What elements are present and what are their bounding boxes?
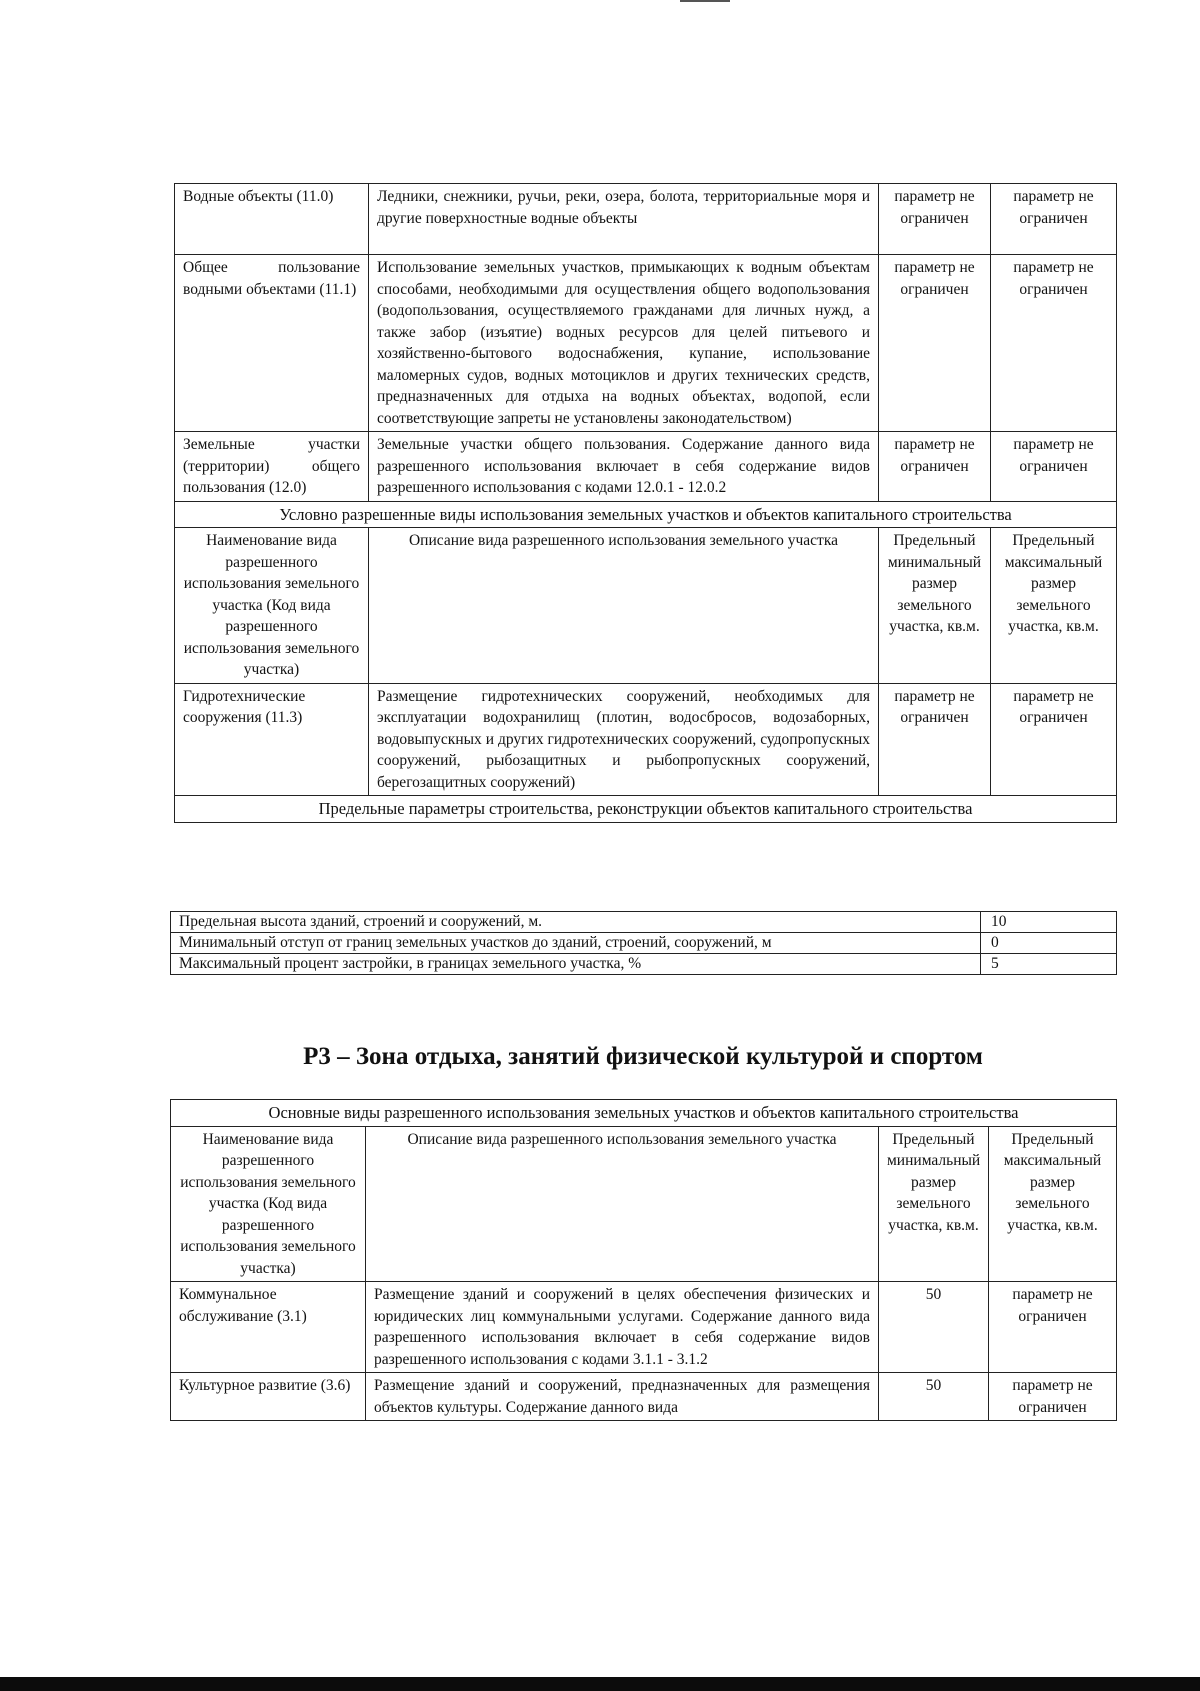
limit-row xyxy=(171,933,1117,954)
min-size: параметр не ограничен xyxy=(879,184,991,255)
use-description: Размещение зданий и сооружений в целях обеспечения физических и юридических лиц коммунальными услугами. Содержание данного вида разрешенного использования включает в себя содержание видов разрешенного использования с кодами 3.1.1 - 3.1.2 xyxy=(366,1282,879,1373)
section-row xyxy=(175,796,1117,823)
use-description: Размещение зданий и сооружений, предназначенных для размещения объектов культуры. Содержание данного вида xyxy=(366,1373,879,1421)
max-size: параметр не ограничен xyxy=(991,184,1117,255)
section-row xyxy=(175,501,1117,528)
max-size: параметр не ограничен xyxy=(991,683,1117,796)
zone-title: Р3 – Зона отдыха, занятий физической культурой и спортом xyxy=(303,1043,983,1070)
use-description: Использование земельных участков, примыкающих к водным объектам способами, необходимыми для осуществления общего водопользования (водопользования, осуществляемого гражданами для личных нужд, а также забор (изъятие) водных ресурсов для целей питьевого и хозяйственно-бытового водоснабжения, купание, использование маломерных судов, водных мотоциклов и других технических средств, предназначенных для отдыха на водных объектах, водопой, если соответствующие запреты не установлены законодательством) xyxy=(369,255,879,432)
limit-label: Максимальный процент застройки, в границах земельного участка, % xyxy=(171,954,981,975)
header-name: Наименование вида разрешенного использования земельного участка (Код вида разрешенного использования земельного участка) xyxy=(171,1126,366,1282)
use-name: Водные объекты (11.0) xyxy=(175,184,369,255)
permitted-use-table xyxy=(174,183,1117,823)
table-row xyxy=(175,683,1117,796)
header-min-size: Предельный минимальный размер земельного участка, кв.м. xyxy=(879,1126,989,1282)
min-size: параметр не ограничен xyxy=(879,255,991,432)
header-row xyxy=(175,528,1117,684)
limit-value: 5 xyxy=(981,954,1117,975)
main-uses-title: Основные виды разрешенного использования земельных участков и объектов капитального строительства xyxy=(171,1100,1117,1127)
limit-label: Предельная высота зданий, строений и сооружений, м. xyxy=(171,912,981,933)
limit-label: Минимальный отступ от границ земельных участков до зданий, строений, сооружений, м xyxy=(171,933,981,954)
use-name: Общее пользование водными объектами (11.1) xyxy=(175,255,369,432)
max-size: параметр не ограничен xyxy=(991,255,1117,432)
max-size: параметр не ограничен xyxy=(991,432,1117,502)
table-row xyxy=(175,432,1117,502)
conditional-uses-title: Условно разрешенные виды использования земельных участков и объектов капитального строительства xyxy=(175,501,1117,528)
header-min-size: Предельный минимальный размер земельного участка, кв.м. xyxy=(879,528,991,684)
min-size: параметр не ограничен xyxy=(879,432,991,502)
table-row xyxy=(171,1282,1117,1373)
use-name: Земельные участки (территории) общего пользования (12.0) xyxy=(175,432,369,502)
limit-value: 10 xyxy=(981,912,1117,933)
header-description: Описание вида разрешенного использования земельного участка xyxy=(369,528,879,684)
min-size: 50 xyxy=(879,1373,989,1421)
use-name: Культурное развитие (3.6) xyxy=(171,1373,366,1421)
use-name: Коммунальное обслуживание (3.1) xyxy=(171,1282,366,1373)
min-size: 50 xyxy=(879,1282,989,1373)
header-row xyxy=(171,1126,1117,1282)
limits-title: Предельные параметры строительства, реконструкции объектов капитального строительства xyxy=(175,796,1117,823)
main-uses-table xyxy=(170,1099,1117,1421)
section-row xyxy=(171,1100,1117,1127)
limit-value: 0 xyxy=(981,933,1117,954)
table-row xyxy=(175,255,1117,432)
limit-row xyxy=(171,912,1117,933)
limit-row xyxy=(171,954,1117,975)
table-row xyxy=(171,1373,1117,1421)
scan-edge xyxy=(0,1677,1200,1691)
max-size: параметр не ограничен xyxy=(989,1373,1117,1421)
scan-mark xyxy=(680,0,730,2)
table-row xyxy=(175,184,1117,255)
limits-table xyxy=(170,911,1117,975)
use-description: Земельные участки общего пользования. Содержание данного вида разрешенного использования включает в себя содержание видов разрешенного использования с кодами 12.0.1 - 12.0.2 xyxy=(369,432,879,502)
use-description: Размещение гидротехнических сооружений, необходимых для эксплуатации водохранилищ (плотин, водосбросов, водозаборных, водовыпускных и других гидротехнических сооружений, судопропускных сооружений, рыбозащитных и рыбопропускных сооружений, берегозащитных сооружений) xyxy=(369,683,879,796)
max-size: параметр не ограничен xyxy=(989,1282,1117,1373)
min-size: параметр не ограничен xyxy=(879,683,991,796)
header-name: Наименование вида разрешенного использования земельного участка (Код вида разрешенного использования земельного участка) xyxy=(175,528,369,684)
header-max-size: Предельный максимальный размер земельного участка, кв.м. xyxy=(991,528,1117,684)
use-name: Гидротехнические сооружения (11.3) xyxy=(175,683,369,796)
header-description: Описание вида разрешенного использования земельного участка xyxy=(366,1126,879,1282)
header-max-size: Предельный максимальный размер земельного участка, кв.м. xyxy=(989,1126,1117,1282)
use-description: Ледники, снежники, ручьи, реки, озера, болота, территориальные моря и другие поверхностные водные объекты xyxy=(369,184,879,255)
